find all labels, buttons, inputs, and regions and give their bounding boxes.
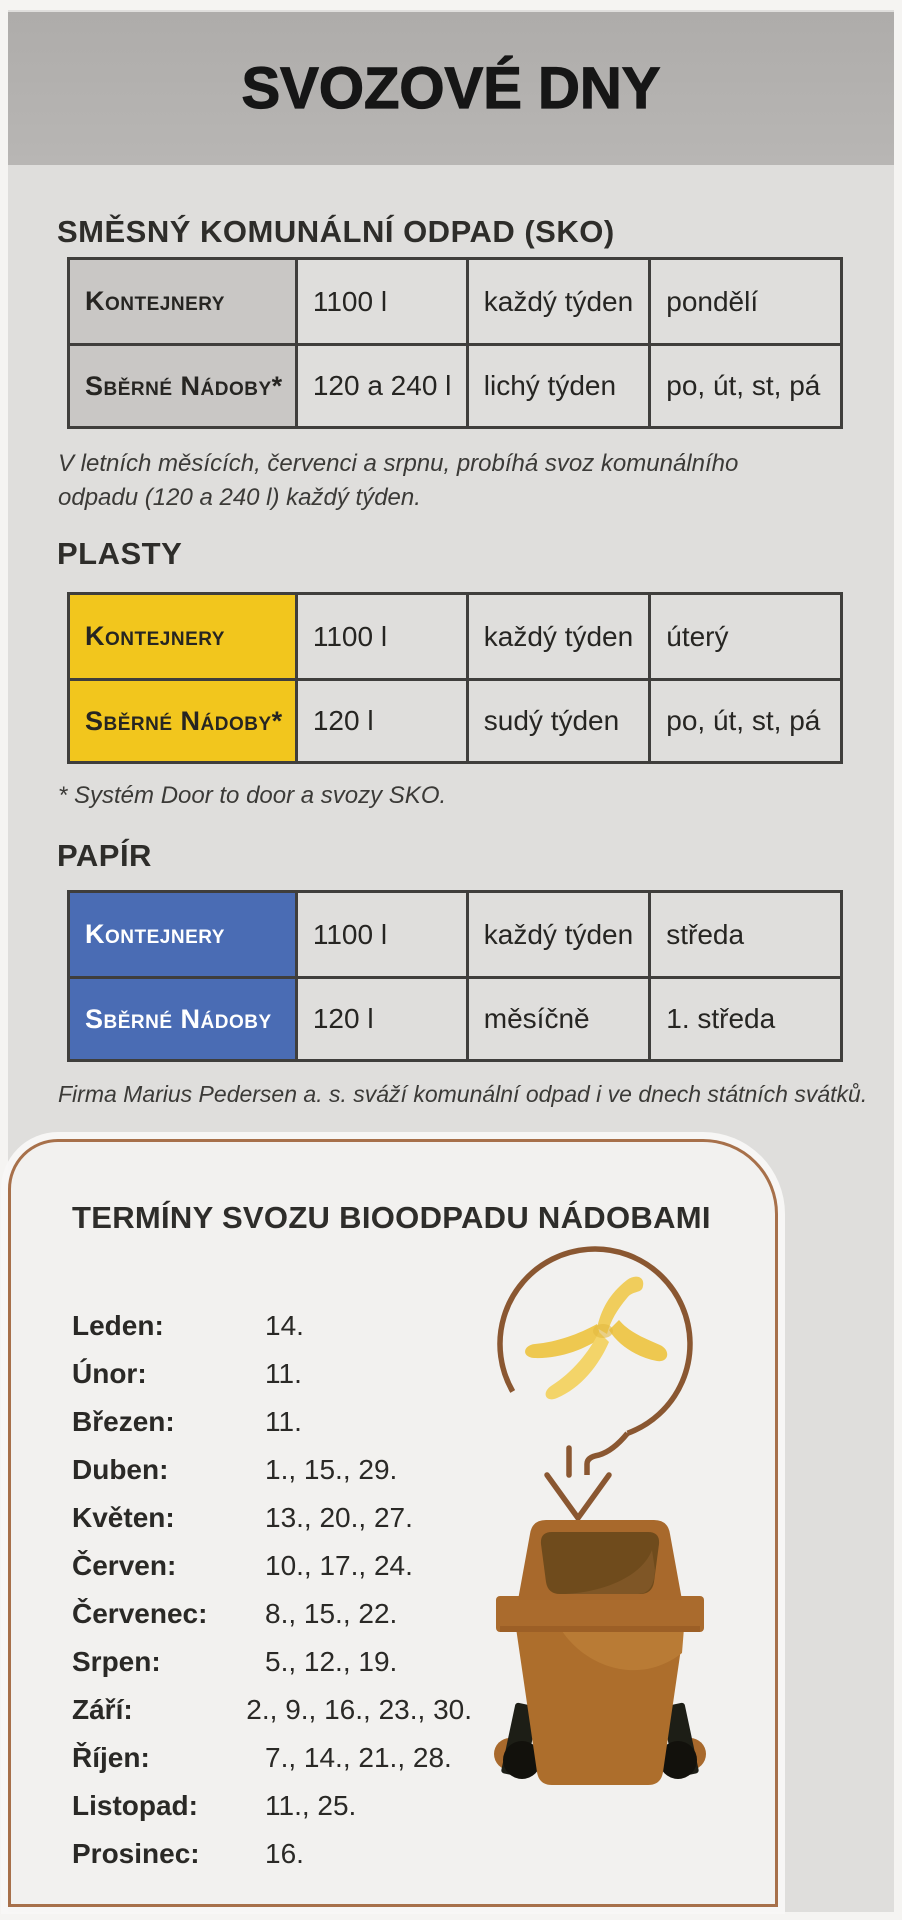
table-cell-frequency: každý týden	[466, 595, 648, 678]
bio-panel-title: TERMÍNY SVOZU BIOODPADU NÁDOBAMI	[72, 1200, 711, 1235]
table-cell-frequency: každý týden	[466, 260, 648, 343]
month-label: Červen:	[72, 1550, 177, 1581]
table-cell-volume: 1100 l	[295, 260, 466, 343]
month-label: Únor:	[72, 1358, 147, 1389]
table-cell-volume: 1100 l	[295, 595, 466, 678]
table-cell-volume: 1100 l	[295, 893, 466, 976]
month-label: Září:	[72, 1694, 133, 1725]
bio-panel	[8, 1139, 778, 1907]
page-title: SVOZOVÉ DNY	[241, 56, 661, 121]
table-cell-label: Kontejnery	[70, 260, 295, 343]
table-cell-days: úterý	[648, 595, 840, 678]
plasty-table	[67, 592, 843, 764]
table-cell-volume: 120 l	[295, 678, 466, 761]
month-dates: 16.	[265, 1838, 304, 1869]
table-cell-label: Kontejnery	[70, 595, 295, 678]
month-label: Říjen:	[72, 1742, 150, 1773]
list-item	[72, 1446, 472, 1494]
section-heading-papir: PAPÍR	[57, 838, 152, 873]
bio-month-list	[72, 1302, 472, 1878]
table-cell-frequency: sudý týden	[466, 678, 648, 761]
table-cell-label: Sběrné Nádoby	[70, 976, 295, 1059]
bio-bin-icon	[490, 1508, 710, 1798]
plasty-note: * Systém Door to door a svozy SKO.	[58, 782, 447, 809]
month-label: Duben:	[72, 1454, 169, 1485]
table-cell-volume: 120 l	[295, 976, 466, 1059]
month-dates: 1., 15., 29.	[265, 1454, 398, 1485]
title-band	[8, 12, 894, 165]
list-item	[72, 1398, 472, 1446]
section-heading-plasty: PLASTY	[57, 536, 183, 571]
table-cell-frequency: lichý týden	[466, 343, 648, 426]
month-dates: 8., 15., 22.	[265, 1598, 398, 1629]
table-cell-days: po, út, st, pá	[648, 343, 840, 426]
compost-cycle-illustration	[485, 1238, 715, 1538]
month-dates: 10., 17., 24.	[265, 1550, 413, 1581]
month-dates: 11.	[265, 1406, 302, 1437]
list-item	[72, 1302, 472, 1350]
list-item	[72, 1782, 472, 1830]
papir-table	[67, 890, 843, 1062]
month-dates: 7., 14., 21., 28.	[265, 1742, 452, 1773]
banana-peel-icon	[525, 1277, 667, 1400]
table-cell-label: Kontejnery	[70, 893, 295, 976]
table-cell-frequency: každý týden	[466, 893, 648, 976]
month-dates: 13., 20., 27.	[265, 1502, 413, 1533]
table-cell-frequency: měsíčně	[466, 976, 648, 1059]
table-cell-label: Sběrné Nádoby*	[70, 678, 295, 761]
table-cell-days: středa	[648, 893, 840, 976]
month-label: Březen:	[72, 1406, 175, 1437]
list-item	[72, 1638, 472, 1686]
month-label: Prosinec:	[72, 1838, 200, 1869]
table-cell-label: Sběrné Nádoby*	[70, 343, 295, 426]
papir-note: Firma Marius Pedersen a. s. sváží komunální odpad i ve dnech státních svátků.	[58, 1081, 868, 1107]
list-item	[72, 1686, 472, 1734]
month-label: Srpen:	[72, 1646, 161, 1677]
page-content	[8, 10, 894, 1912]
table-cell-volume: 120 a 240 l	[295, 343, 466, 426]
table-cell-days: 1. středa	[648, 976, 840, 1059]
sko-note: V letních měsících, červenci a srpnu, probíhá svoz komunálního odpadu (120 a 240 l) každý týden.	[58, 450, 739, 512]
month-dates: 14.	[265, 1310, 304, 1341]
month-label: Leden:	[72, 1310, 164, 1341]
list-item	[72, 1590, 472, 1638]
list-item	[72, 1830, 472, 1878]
list-item	[72, 1734, 472, 1782]
section-heading-sko: SMĚSNÝ KOMUNÁLNÍ ODPAD (SKO)	[57, 214, 615, 249]
month-dates: 11., 25.	[265, 1790, 357, 1821]
sko-table	[67, 257, 843, 429]
table-cell-days: pondělí	[648, 260, 840, 343]
month-label: Květen:	[72, 1502, 175, 1533]
month-label: Listopad:	[72, 1790, 198, 1821]
month-dates: 5., 12., 19.	[265, 1646, 398, 1677]
month-dates: 2., 9., 16., 23., 30.	[246, 1694, 472, 1725]
list-item	[72, 1350, 472, 1398]
table-cell-days: po, út, st, pá	[648, 678, 840, 761]
month-label: Červenec:	[72, 1598, 208, 1629]
list-item	[72, 1542, 472, 1590]
list-item	[72, 1494, 472, 1542]
month-dates: 11.	[265, 1358, 302, 1389]
